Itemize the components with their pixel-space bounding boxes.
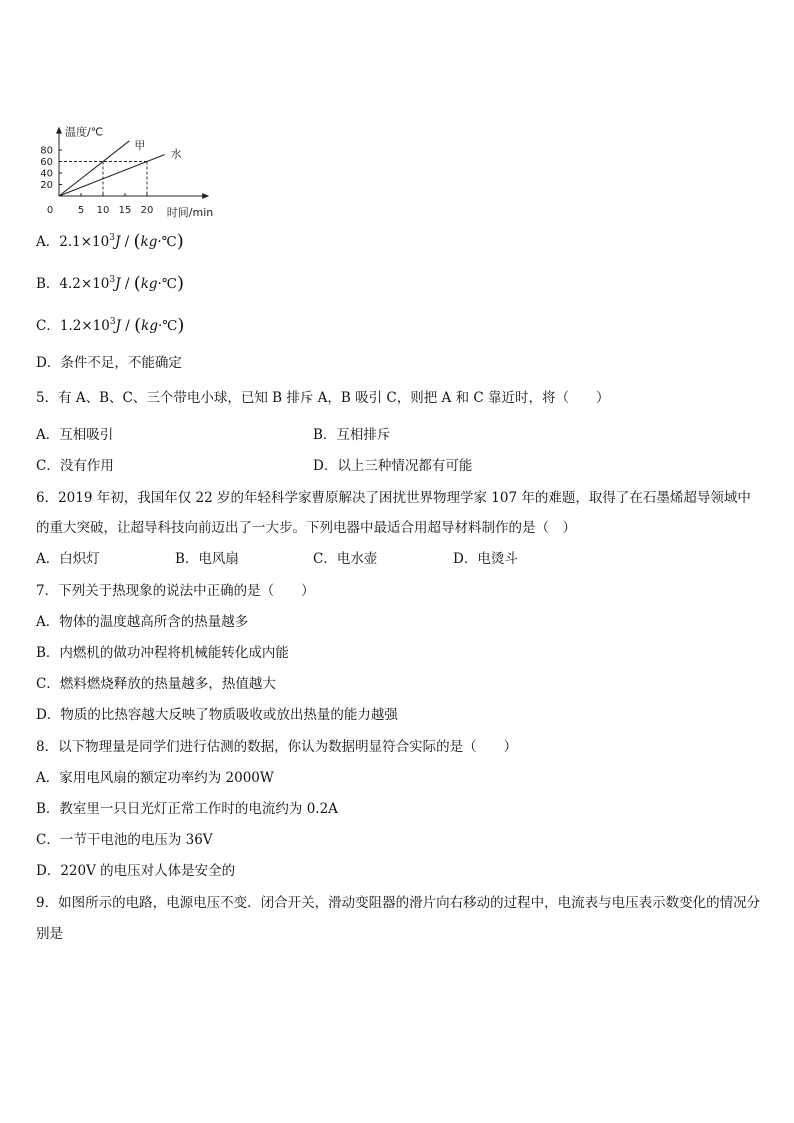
x-tick-label: 15 bbox=[118, 205, 132, 216]
x-axis-arrow bbox=[202, 193, 209, 199]
q5-stem: 5．有 A、B、C、三个带电小球，已知 B 排斥 A，B 吸引 C，则把 A 和 C 靠近时，将（ ） bbox=[36, 390, 610, 406]
q7-option-c: C．燃料燃烧释放的热量越多，热值越大 bbox=[36, 676, 276, 692]
q4-option-d: D．条件不足，不能确定 bbox=[36, 355, 182, 371]
series-label-jia: 甲 bbox=[134, 138, 146, 152]
q6-stem-line1: 6．2019 年初，我国年仅 22 岁的年轻科学家曹原解决了困扰世界物理学家 107 年的难题，取得了在石墨烯超导领域中 bbox=[36, 490, 751, 506]
q6-option-a: A．白炽灯 bbox=[36, 551, 100, 567]
x-tick-label: 20 bbox=[140, 205, 154, 216]
y-tick-label: 80 bbox=[40, 145, 53, 157]
series-jia-line bbox=[59, 141, 129, 196]
q7-stem: 7．下列关于热现象的说法中正确的是（ ） bbox=[36, 583, 315, 599]
q7-option-b: B．内燃机的做功冲程将机械能转化成内能 bbox=[36, 645, 289, 661]
q8-option-a: A．家用电风扇的额定功率约为 2000W bbox=[36, 770, 274, 786]
q4-option-a: A．$2.1\times 10^3J$ / (kg·℃) bbox=[36, 231, 184, 252]
q6-option-b: B．电风扇 bbox=[175, 551, 239, 567]
q9-stem: 9．如图所示的电路，电源电压不变．闭合开关，滑动变阻器的滑片向右移动的过程中，电流表与电压表示数变化的情况分别是 bbox=[36, 895, 761, 942]
q4-option-b: B．$4.2\times 10^3J$ / (kg·℃) bbox=[36, 273, 184, 294]
y-tick-label: 20 bbox=[40, 180, 53, 191]
q8-option-b: B．教室里一只日光灯正常工作时的电流约为 0.2A bbox=[36, 801, 338, 817]
q6-stem-line2: 的重大突破，让超导科技向前迈出了一大步。下列电器中最适合用超导材料制作的是（ ） bbox=[36, 520, 576, 536]
q5-option-c: C．没有作用 bbox=[36, 458, 114, 474]
series-water-line bbox=[59, 155, 165, 196]
y-tick-label: 60 bbox=[40, 157, 53, 168]
q7-option-d: D．物质的比热容越大反映了物质吸收或放出热量的能力越强 bbox=[36, 707, 398, 723]
q4-option-c: C．$1.2\times 10^3J$ / (kg·℃) bbox=[36, 315, 185, 336]
q5-option-a: A．互相吸引 bbox=[36, 427, 114, 443]
q8-option-c: C．一节干电池的电压为 36V bbox=[36, 832, 213, 848]
q4-option-a-value: $2.1\times 10^3J$ / (kg·℃) bbox=[59, 231, 184, 252]
x-tick-label: 0 bbox=[46, 205, 54, 216]
q4-option-b-value: $4.2\times 10^3J$ / (kg·℃) bbox=[59, 273, 184, 294]
y-tick-label: 40 bbox=[40, 168, 53, 180]
q4-option-c-value: $1.2\times 10^3J$ / (kg·℃) bbox=[59, 315, 185, 336]
q5-option-d: D．以上三种情况都有可能 bbox=[313, 458, 473, 474]
x-axis-label: 时间/min bbox=[166, 206, 214, 219]
q6-option-d: D．电烫斗 bbox=[453, 551, 518, 567]
q8-option-d: D．220V 的电压对人体是安全的 bbox=[36, 863, 236, 879]
q6-option-c: C．电水壶 bbox=[313, 551, 378, 567]
y-axis-arrow bbox=[56, 127, 62, 134]
x-tick-label: 10 bbox=[96, 205, 110, 216]
q7-option-a: A．物体的温度越高所含的热量越多 bbox=[36, 614, 249, 630]
x-tick-label: 5 bbox=[77, 205, 85, 216]
q5-option-b: B．互相排斥 bbox=[313, 427, 391, 443]
y-axis-label: 温度/℃ bbox=[65, 125, 104, 139]
series-label-water: 水 bbox=[170, 147, 182, 161]
q8-stem: 8．以下物理量是同学们进行估测的数据，你认为数据明显符合实际的是（ ） bbox=[36, 739, 518, 755]
temperature-time-graph bbox=[30, 76, 230, 226]
